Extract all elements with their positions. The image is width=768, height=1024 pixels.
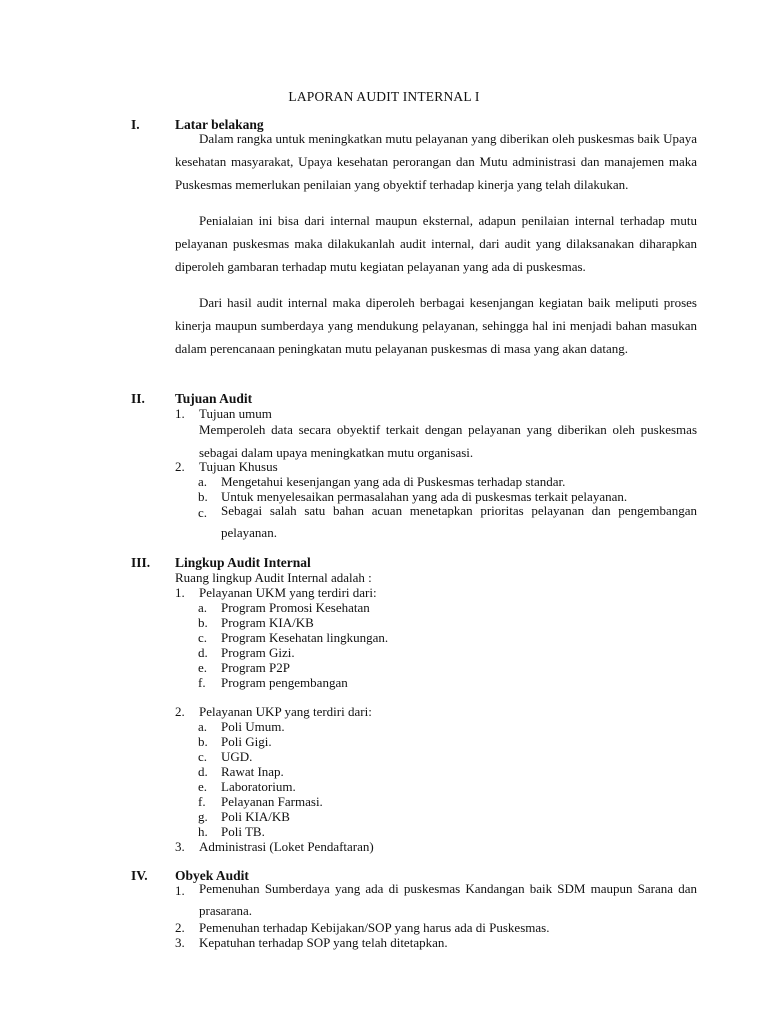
list-item-number: 2. [175,704,185,719]
document-title: LAPORAN AUDIT INTERNAL I [288,89,480,104]
sub-item-letter: b. [198,734,208,749]
section-2-number: II. [131,391,145,406]
sub-item-letter: a. [198,474,208,489]
section-4-number: IV. [131,868,148,883]
sub-item-text: Program KIA/KB [221,615,314,630]
sub-item-text: Laboratorium. [221,779,296,794]
sub-item-text: Sebagai salah satu bahan acuan menetapkan prioritas pelayanan dan pengembangan pelayanan. [221,503,697,540]
sub-item-text: Program pengembangan [221,675,348,690]
list-item-number: 1. [175,406,185,421]
sub-item-letter: c. [198,630,208,645]
section-1-paragraph-1: Dalam rangka untuk meningkatkan mutu pelayanan yang diberikan oleh puskesmas baik Upaya kesehatan masyarakat, Upaya kesehatan perorangan dan Mutu administrasi dan manajemen maka Puskesmas memerlukan penilaian yang obyektif terhadap kinerja yang telah dilakukan. [175,131,697,192]
sub-item-letter: c. [198,749,208,764]
section-1-paragraph-2: Penialaian ini bisa dari internal maupun eksternal, adapun penilaian internal terhadap mutu pelayanan puskesmas maka dilakukanlah audit internal, dari audit yang dilaksanakan diharapkan diperoleh gambaran terhadap mutu kegiatan pelayanan yang ada di puskesmas. [175,213,697,274]
section-2-heading: Tujuan Audit [175,391,253,406]
sub-item-text: Program P2P [221,660,290,675]
sub-item-letter: a. [198,600,208,615]
sub-item-letter: d. [198,645,208,660]
sub-item-text: Program Promosi Kesehatan [221,600,370,615]
sub-item-text: Program Gizi. [221,645,295,660]
sub-item-text: Mengetahui kesenjangan yang ada di Puskesmas terhadap standar. [221,474,566,489]
list-item-number: 2. [175,920,185,935]
sub-item-letter: e. [198,779,208,794]
list-item-number: 2. [175,459,185,474]
list-item-text: Pemenuhan terhadap Kebijakan/SOP yang harus ada di Puskesmas. [199,920,550,935]
list-item-label: Pelayanan UKP yang terdiri dari: [199,704,372,719]
sub-item-text: Program Kesehatan lingkungan. [221,630,389,645]
sub-item-letter: c. [198,505,208,520]
sub-item-letter: a. [198,719,208,734]
list-item-number: 3. [175,935,185,950]
section-1-heading: Latar belakang [175,117,264,132]
sub-item-letter: g. [198,809,208,824]
section-1-paragraph-3: Dari hasil audit internal maka diperoleh berbagai kesenjangan kegiatan baik meliputi proses kinerja maupun sumberdaya yang mendukung pelayanan, sehingga hal ini menjadi bahan masukan dalam perencanaan peningkatan mutu pelayanan puskesmas di masa yang akan datang. [175,295,697,356]
sub-item-letter: e. [198,660,208,675]
sub-item-text: Rawat Inap. [221,764,284,779]
sub-item-letter: h. [198,824,208,839]
section-1-number: I. [131,117,140,132]
section-3-number: III. [131,555,151,570]
section-3-heading: Lingkup Audit Internal [175,555,311,570]
list-item-number: 3. [175,839,185,854]
list-item-label: Pelayanan UKM yang terdiri dari: [199,585,377,600]
section-3-intro: Ruang lingkup Audit Internal adalah : [175,570,372,585]
sub-item-text: Poli TB. [221,824,265,839]
list-item-paragraph: Memperoleh data secara obyektif terkait dengan pelayanan yang diberikan oleh puskesmas sebagai dalam upaya meningkatkan mutu organisasi. [199,422,697,460]
sub-item-text: Poli KIA/KB [221,809,290,824]
list-item-number: 1. [175,585,185,600]
sub-item-letter: f. [198,675,206,690]
list-item-number: 1. [175,883,185,898]
list-item-label: Administrasi (Loket Pendaftaran) [199,839,374,854]
sub-item-letter: f. [198,794,206,809]
list-item-text: Pemenuhan Sumberdaya yang ada di puskesmas Kandangan baik SDM maupun Sarana dan prasarana. [199,881,697,918]
sub-item-letter: b. [198,615,208,630]
sub-item-letter: d. [198,764,208,779]
list-item-label: Tujuan Khusus [199,459,278,474]
sub-item-text: UGD. [221,749,253,764]
sub-item-letter: b. [198,489,208,504]
sub-item-text: Poli Gigi. [221,734,272,749]
sub-item-text: Poli Umum. [221,719,285,734]
sub-item-text: Untuk menyelesaikan permasalahan yang ada di puskesmas terkait pelayanan. [221,489,628,504]
list-item-text: Kepatuhan terhadap SOP yang telah ditetapkan. [199,935,448,950]
sub-item-text: Pelayanan Farmasi. [221,794,323,809]
list-item-label: Tujuan umum [199,406,272,421]
section-4-heading: Obyek Audit [175,868,249,883]
